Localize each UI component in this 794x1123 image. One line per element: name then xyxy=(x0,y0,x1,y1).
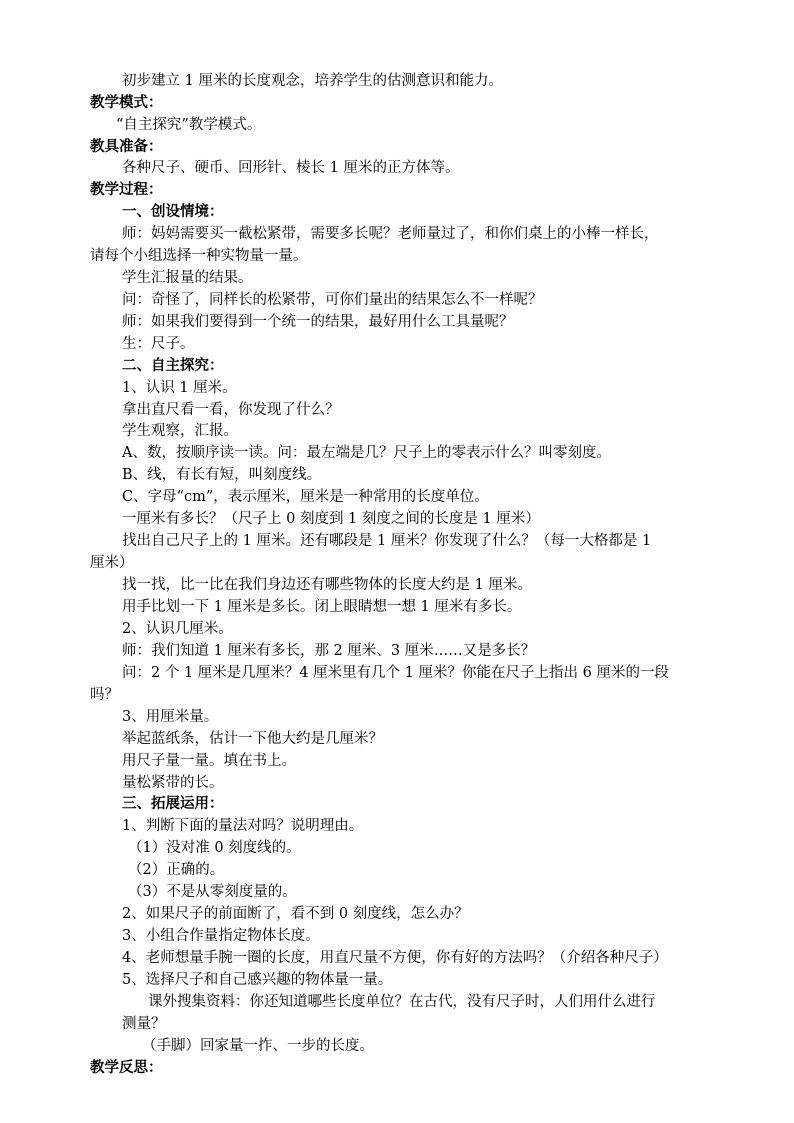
section-heading-2: 二、自主探究： xyxy=(122,357,224,374)
paragraph-line: 一厘米有多长？（尺子上 0 刻度到 1 刻度之间的长度是 1 厘米） xyxy=(122,511,540,527)
paragraph-line: 师：如果我们要得到一个统一的结果，最好用什么工具量呢？ xyxy=(122,314,514,330)
paragraph-line: C、字母“cm”，表示厘米，厘米是一种常用的长度单位。 xyxy=(122,489,489,505)
paragraph-line: A、数，按顺序读一读。问：最左端是几？尺子上的零表示什么？叫零刻度。 xyxy=(122,445,611,461)
paragraph-line: 5、选择尺子和自己感兴趣的物体量一量。 xyxy=(122,972,393,988)
paragraph-line: 吗？ xyxy=(90,687,119,703)
paragraph-line: B、线，有长有短，叫刻度线。 xyxy=(122,467,322,483)
paragraph-line: 2、认识几厘米。 xyxy=(122,621,233,637)
paragraph-line: 3、用厘米量。 xyxy=(122,709,219,725)
paragraph-line: 拿出直尺看一看，你发现了什么？ xyxy=(122,402,340,418)
paragraph-line: 问：2 个 1 厘米是几厘米？4 厘米里有几个 1 厘米？你能在尺子上指出 6 厘米的一段 xyxy=(122,665,669,681)
paragraph-line: 1、判断下面的量法对吗？说明理由。 xyxy=(122,818,364,834)
paragraph-line: 用尺子量一量。填在书上。 xyxy=(122,753,296,769)
paragraph-line: 量松紧带的长。 xyxy=(122,775,224,791)
heading-reflection: 教学反思： xyxy=(90,1059,163,1076)
paragraph-line: 生：尺子。 xyxy=(122,336,195,352)
paragraph-line: 测量？ xyxy=(122,1016,166,1032)
paragraph-line: 找出自己尺子上的 1 厘米。还有哪段是 1 厘米？你发现了什么？（每一大格都是 1 xyxy=(122,533,652,549)
paragraph-line: 请每个小组选择一种实物量一量。 xyxy=(90,248,308,264)
paragraph-line: 用手比划一下 1 厘米是多长。闭上眼睛想一想 1 厘米有多长。 xyxy=(122,599,522,615)
heading-materials: 教具准备： xyxy=(90,138,163,155)
paragraph-line: 1、认识 1 厘米。 xyxy=(122,380,237,396)
heading-teaching-mode: 教学模式： xyxy=(90,94,163,111)
paragraph-line: 4、老师想量手腕一圈的长度，用直尺量不方便，你有好的方法吗？（介绍各种尺子） xyxy=(122,950,668,966)
paragraph-line: 2、如果尺子的前面断了，看不到 0 刻度线，怎么办？ xyxy=(122,906,469,922)
paragraph-line: （2）正确的。 xyxy=(128,862,225,878)
paragraph-line: 学生汇报量的结果。 xyxy=(122,270,253,286)
paragraph-line: 师：妈妈需要买一截松紧带，需要多长呢？老师量过了，和你们桌上的小棒一样长， xyxy=(122,226,659,242)
paragraph-line: 找一找，比一比在我们身边还有哪些物体的长度大约是 1 厘米。 xyxy=(122,577,532,593)
paragraph-line: （手脚）回家量一拃、一步的长度。 xyxy=(142,1038,374,1054)
paragraph-line: 师：我们知道 1 厘米有多长，那 2 厘米、3 厘米……又是多长？ xyxy=(122,643,536,659)
paragraph-line: 课外搜集资料：你还知道哪些长度单位？在古代，没有尺子时，人们用什么进行 xyxy=(148,994,656,1010)
objective-text: 初步建立 1 厘米的长度观念，培养学生的估测意识和能力。 xyxy=(122,73,503,89)
materials-text: 各种尺子、硬币、回形针、棱长 1 厘米的正方体等。 xyxy=(122,160,460,176)
section-heading-3: 三、拓展运用： xyxy=(122,795,224,812)
paragraph-line: 3、小组合作量指定物体长度。 xyxy=(122,928,320,944)
paragraph-line: （3）不是从零刻度量的。 xyxy=(128,884,297,900)
section-heading-1: 一、创设情境： xyxy=(122,203,224,220)
paragraph-line: 举起蓝纸条，估计一下他大约是几厘米？ xyxy=(122,731,383,747)
teaching-mode-text: “自主探究”教学模式。 xyxy=(116,117,262,133)
heading-teaching-process: 教学过程： xyxy=(90,181,163,198)
paragraph-line: 问：奇怪了，同样长的松紧带，可你们量出的结果怎么不一样呢？ xyxy=(122,292,543,308)
paragraph-line: 厘米） xyxy=(90,555,134,571)
paragraph-line: （1）没对准 0 刻度线的。 xyxy=(128,840,301,856)
paragraph-line: 学生观察，汇报。 xyxy=(122,423,238,439)
